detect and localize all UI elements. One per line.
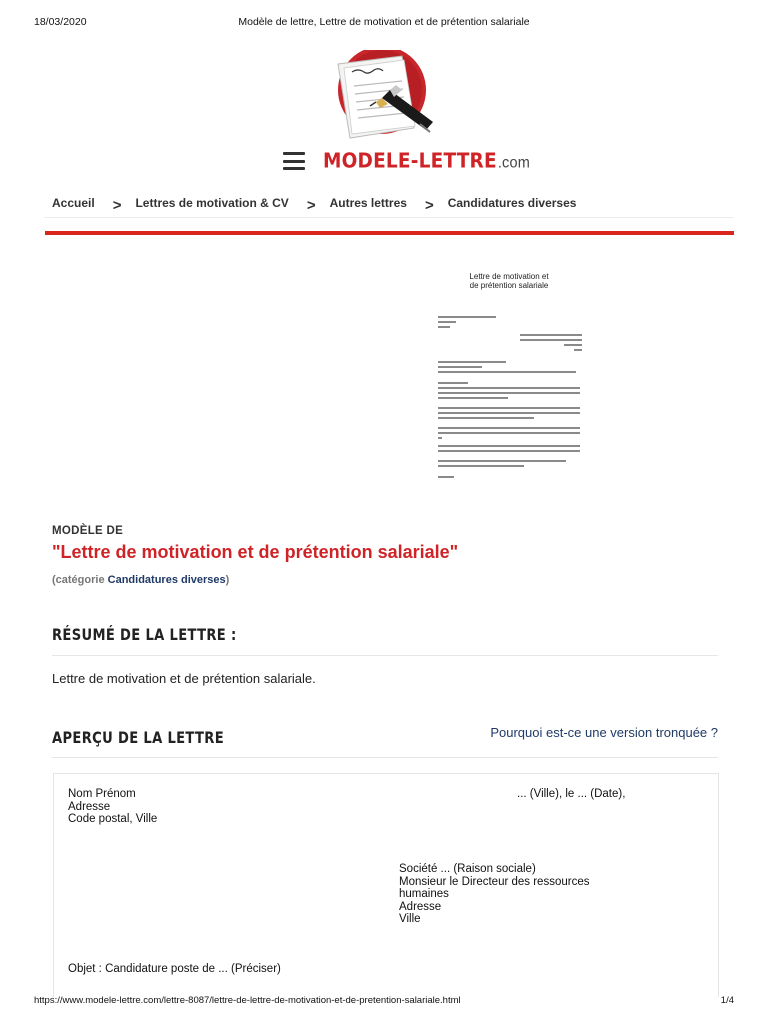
recipient-line: Ville xyxy=(399,913,421,925)
breadcrumb-lettres-motivation[interactable]: Lettres de motivation & CV xyxy=(135,196,289,210)
apercu-heading: APERÇU DE LA LETTRE xyxy=(52,728,225,747)
breadcrumb-divider xyxy=(44,217,734,218)
thumbnail-title-line: de prétention salariale xyxy=(469,281,549,290)
brand-logo[interactable] xyxy=(323,149,530,172)
resume-divider xyxy=(52,655,718,656)
accent-bar xyxy=(45,231,734,235)
recipient-line: Adresse xyxy=(399,900,442,913)
breadcrumb-autres-lettres[interactable]: Autres lettres xyxy=(329,196,407,210)
print-date: 18/03/2020 xyxy=(34,16,87,28)
letter-sender xyxy=(68,788,157,826)
category-line xyxy=(52,574,229,586)
print-title: Modèle de lettre, Lettre de motivation et de prétention salariale xyxy=(238,16,530,28)
breadcrumb-candidatures-diverses[interactable]: Candidatures diverses xyxy=(447,196,577,210)
brand-row xyxy=(283,144,530,178)
brand-name: MODELE-LETTRE xyxy=(323,149,497,173)
page-title: "Lettre de motivation et de prétention salariale" xyxy=(52,542,459,562)
breadcrumb-separator-icon: > xyxy=(112,196,122,214)
breadcrumb-accueil[interactable]: Accueil xyxy=(52,196,95,210)
letter-preview xyxy=(53,773,719,997)
brand-suffix: .com xyxy=(497,153,531,172)
letter-recipient xyxy=(399,863,619,926)
breadcrumb-separator-icon: > xyxy=(306,196,316,214)
print-page-number: 1/4 xyxy=(720,995,734,1006)
category-link[interactable]: Candidatures diverses xyxy=(107,574,226,586)
model-label: MODÈLE DE xyxy=(52,525,124,537)
print-url: https://www.modele-lettre.com/lettre-8087/lettre-de-lettre-de-motivation-et-de-pretention-salariale.html xyxy=(34,995,461,1006)
letter-thumbnail[interactable] xyxy=(424,264,594,488)
recipient-line: Société ... (Raison sociale) xyxy=(399,863,536,875)
logo-emblem-icon[interactable] xyxy=(322,50,446,146)
print-header xyxy=(0,16,768,30)
recipient-line: Monsieur le Directeur des ressources humaines xyxy=(399,875,590,900)
resume-heading: RÉSUMÉ DE LA LETTRE : xyxy=(52,625,237,644)
category-prefix: (catégorie xyxy=(52,574,108,586)
sender-line: Nom Prénom xyxy=(68,788,136,800)
thumbnail-title-line: Lettre de motivation et xyxy=(469,272,549,281)
thumbnail-title xyxy=(424,272,594,290)
resume-text: Lettre de motivation et de prétention salariale. xyxy=(52,671,316,686)
sender-line: Adresse xyxy=(68,800,111,813)
letter-place-date: ... (Ville), le ... (Date), xyxy=(517,788,626,800)
print-footer xyxy=(0,995,768,1009)
letter-objet: Objet : Candidature poste de ... (Préciser) xyxy=(68,963,281,975)
breadcrumb xyxy=(52,192,576,214)
truncated-version-link[interactable]: Pourquoi est-ce une version tronquée ? xyxy=(490,725,718,740)
sender-line: Code postal, Ville xyxy=(68,813,158,825)
menu-icon[interactable] xyxy=(283,152,305,170)
category-suffix: ) xyxy=(225,574,230,586)
apercu-divider xyxy=(52,757,718,758)
breadcrumb-separator-icon: > xyxy=(424,196,434,214)
